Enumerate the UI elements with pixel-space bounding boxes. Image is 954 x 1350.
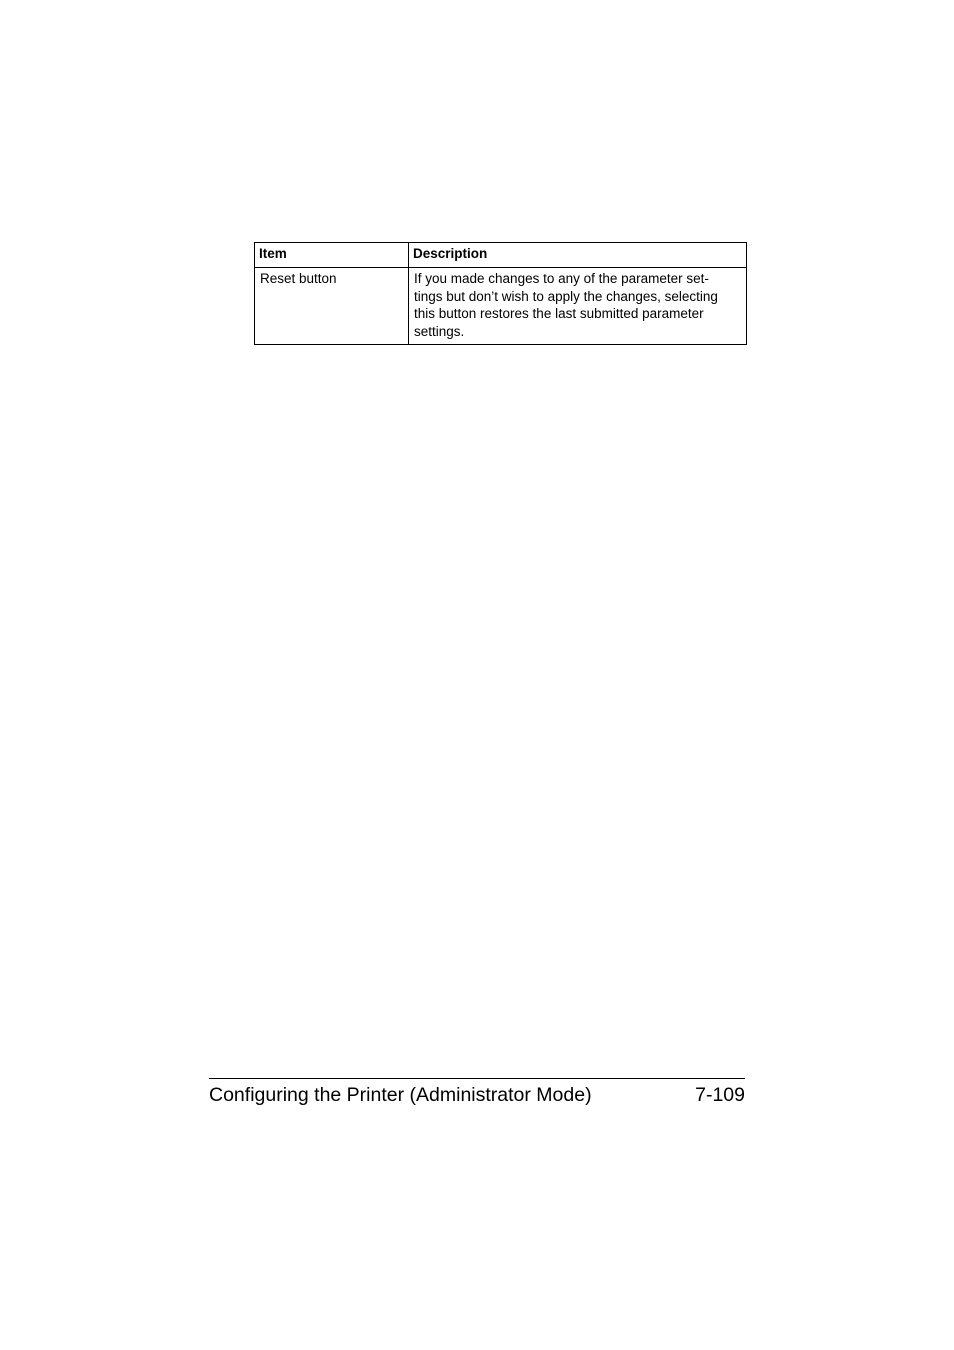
description-line: this button restores the last submitted parameter (414, 306, 704, 322)
description-line: settings. (414, 324, 465, 340)
description-line: tings but don’t wish to apply the changes, selecting (414, 288, 718, 304)
table-header-row (255, 243, 747, 268)
description-line: If you made changes to any of the parameter set- (414, 271, 709, 286)
parameter-table (254, 242, 747, 345)
column-header-description: Description (409, 243, 747, 268)
footer-chapter-title: Configuring the Printer (Administrator Mode) (209, 1084, 592, 1106)
column-header-item: Item (255, 243, 409, 268)
description-cell (409, 268, 747, 345)
table-row (255, 268, 747, 345)
item-cell: Reset button (255, 268, 409, 345)
footer-page-number: 7-109 (695, 1084, 745, 1106)
page-footer (209, 1078, 745, 1106)
